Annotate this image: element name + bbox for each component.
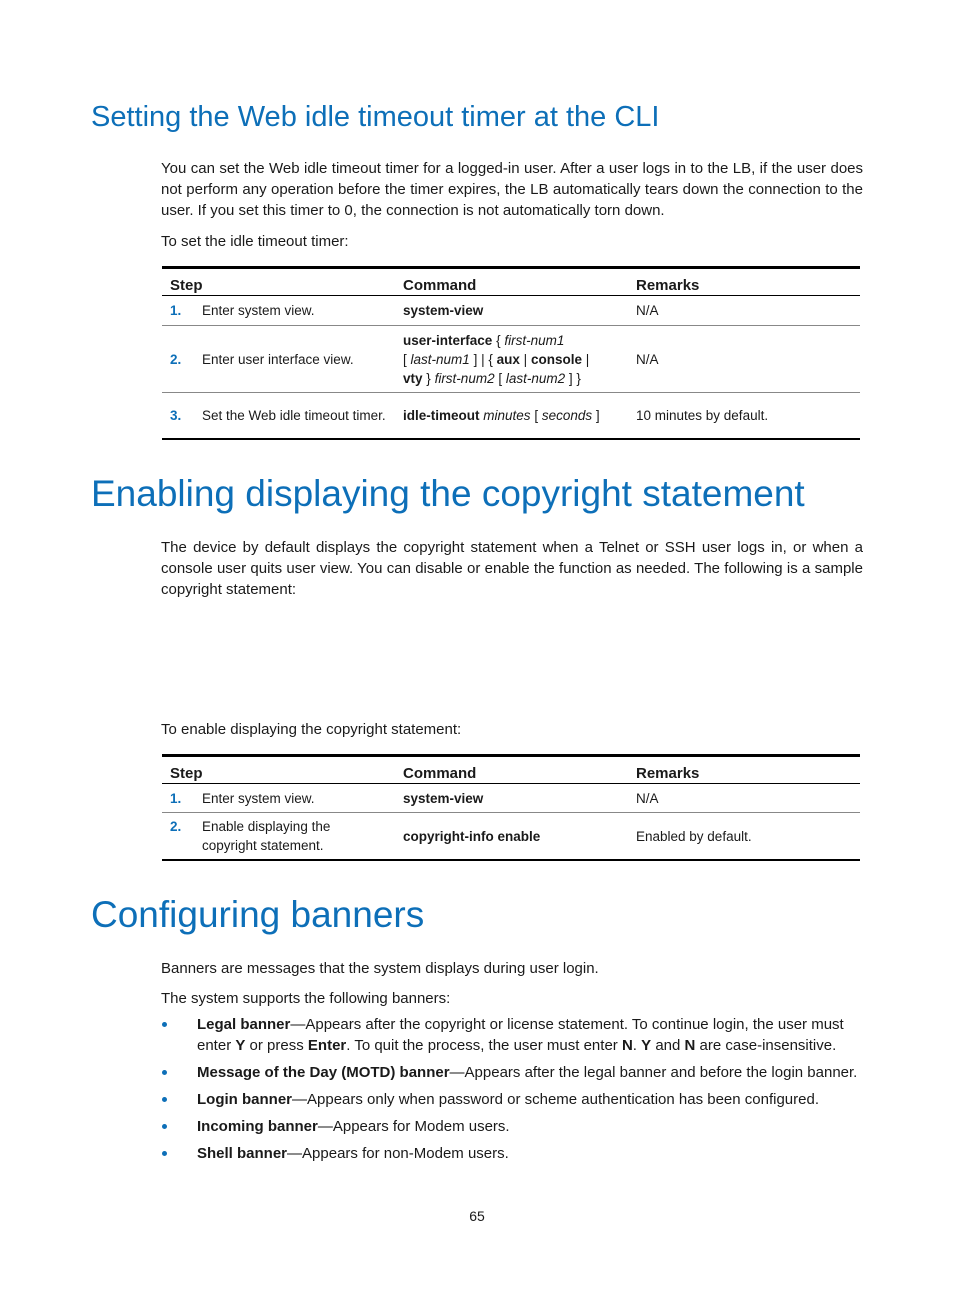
bullet-text: —Appears after the legal banner and before the login banner.: [449, 1064, 858, 1081]
command-punct: ] }: [568, 370, 581, 386]
header-step: Step: [162, 268, 395, 296]
step-number: 2.: [170, 819, 182, 834]
command-cell: [395, 393, 628, 439]
bullet-term: Legal banner: [197, 1016, 291, 1033]
table-row: [162, 393, 860, 439]
header-command: Command: [395, 268, 628, 296]
remarks-cell: N/A: [628, 784, 860, 813]
command-punct: [: [534, 407, 539, 423]
bullet-term: Incoming banner: [197, 1118, 318, 1135]
bullet-text: —Appears for Modem users.: [317, 1118, 510, 1135]
step-text: Enter user interface view.: [202, 351, 354, 367]
command-punct: ] | {: [473, 351, 493, 367]
header-remarks: Remarks: [628, 268, 860, 296]
step-cell: [162, 326, 395, 393]
list-item: [161, 1089, 871, 1110]
command-keyword: system-view: [403, 303, 484, 318]
table-row: [162, 813, 860, 861]
step-cell: [162, 784, 395, 813]
remarks-cell: N/A: [628, 296, 860, 326]
bullet-text: —Appears for non-Modem users.: [287, 1145, 509, 1162]
section3-intro: Banners are messages that the system displays during user login.: [161, 960, 599, 977]
copyright-steps-table: [162, 754, 860, 861]
command-punct: {: [496, 332, 501, 348]
list-item: [161, 1116, 871, 1137]
header-step: Step: [162, 756, 395, 784]
step-number: 1.: [170, 790, 182, 806]
command-punct: |: [523, 351, 528, 367]
section-title-copyright: Enabling displaying the copyright statement: [91, 473, 805, 514]
section2-intro: The device by default displays the copyright statement when a Telnet or SSH user logs in, or when a console user quits user view. You can disable or enable the function as needed. The following is a sample copyright statement:: [161, 539, 863, 598]
bullet-text: —Appears only when password or scheme authentication has been configured.: [292, 1091, 819, 1108]
bullet-text: or press: [245, 1037, 308, 1054]
remarks-cell: Enabled by default.: [628, 813, 860, 861]
step-text: Enter system view.: [202, 790, 315, 806]
section-title-web-idle-timeout: Setting the Web idle timeout timer at the CLI: [91, 101, 660, 133]
command-argument: minutes: [483, 407, 531, 423]
step-cell: [162, 813, 395, 861]
section1-intro: You can set the Web idle timeout timer for a logged-in user. After a user logs in to the LB, if the user does not perform any operation before the timer expires, the LB automatically tears down the connection to the user. If you set this timer to 0, the connection is not automatically torn down.: [161, 160, 863, 219]
step-text: Enable displaying the copyright statement.: [202, 819, 331, 853]
bullet-term: Message of the Day (MOTD) banner: [197, 1064, 450, 1081]
command-argument: first-num1: [504, 332, 565, 348]
command-keyword: idle-timeout: [403, 407, 480, 423]
idle-timeout-steps-table: [162, 266, 860, 440]
table-row: [162, 326, 860, 393]
command-punct: [: [403, 351, 407, 367]
table-row: [162, 784, 860, 813]
bullet-text: . To quit the process, the user must enter: [346, 1037, 622, 1054]
command-cell: [395, 813, 628, 861]
key-text: N: [684, 1037, 696, 1054]
bullet-icon: [162, 1124, 167, 1129]
command-keyword: vty: [403, 370, 423, 386]
page-number: 65: [469, 1208, 485, 1224]
step-cell: [162, 296, 395, 326]
list-item: [161, 1062, 871, 1083]
command-argument: last-num2: [505, 370, 566, 386]
command-keyword: user-interface: [403, 332, 493, 348]
list-item: [161, 1014, 871, 1056]
key-text: Y: [235, 1037, 246, 1054]
step-number: 2.: [170, 351, 182, 367]
command-cell: [395, 326, 628, 393]
command-argument: last-num1: [410, 351, 470, 367]
command-keyword: system-view: [403, 790, 484, 806]
bullet-icon: [162, 1151, 167, 1156]
remarks-cell: N/A: [628, 326, 860, 393]
command-cell: [395, 784, 628, 813]
step-number: 1.: [170, 303, 182, 318]
command-punct: }: [426, 370, 431, 386]
bullet-text: and: [651, 1037, 685, 1054]
command-argument: seconds: [541, 407, 593, 423]
table-row: [162, 296, 860, 326]
section3-lead: The system supports the following banners:: [161, 990, 451, 1007]
bullet-text: —Appears after the copyright or license statement. To continue login, the user must enter: [197, 1016, 844, 1054]
bullet-text: are case-insensitive.: [695, 1037, 837, 1054]
section2-lead: To enable displaying the copyright statement:: [161, 721, 462, 738]
command-keyword: aux: [496, 351, 520, 367]
step-text: Enter system view.: [202, 303, 315, 318]
bullet-icon: [162, 1022, 167, 1027]
command-cell: [395, 296, 628, 326]
command-punct: [: [498, 370, 503, 386]
header-remarks: Remarks: [628, 756, 860, 784]
bullet-icon: [162, 1097, 167, 1102]
list-item: [161, 1143, 871, 1164]
bullet-term: Shell banner: [197, 1145, 288, 1162]
key-text: Enter: [307, 1037, 347, 1054]
bullet-icon: [162, 1070, 167, 1075]
section-title-banners: Configuring banners: [91, 894, 425, 935]
step-text: Set the Web idle timeout timer.: [202, 407, 386, 423]
command-argument: first-num2: [434, 370, 495, 386]
key-text: Y: [641, 1037, 652, 1054]
command-keyword: console: [530, 351, 582, 367]
command-keyword: copyright-info enable: [403, 828, 541, 844]
remarks-cell: 10 minutes by default.: [628, 393, 860, 439]
table-header-row: [162, 268, 860, 296]
step-number: 3.: [170, 407, 182, 423]
key-text: N: [621, 1037, 633, 1054]
table-header-row: [162, 756, 860, 784]
bullet-text: .: [632, 1037, 642, 1054]
section1-lead: To set the idle timeout timer:: [161, 233, 349, 250]
command-punct: ]: [595, 407, 600, 423]
bullet-term: Login banner: [197, 1091, 292, 1108]
header-command: Command: [395, 756, 628, 784]
command-punct: |: [585, 351, 590, 367]
banner-types-list: [161, 1014, 871, 1170]
step-cell: [162, 393, 395, 439]
